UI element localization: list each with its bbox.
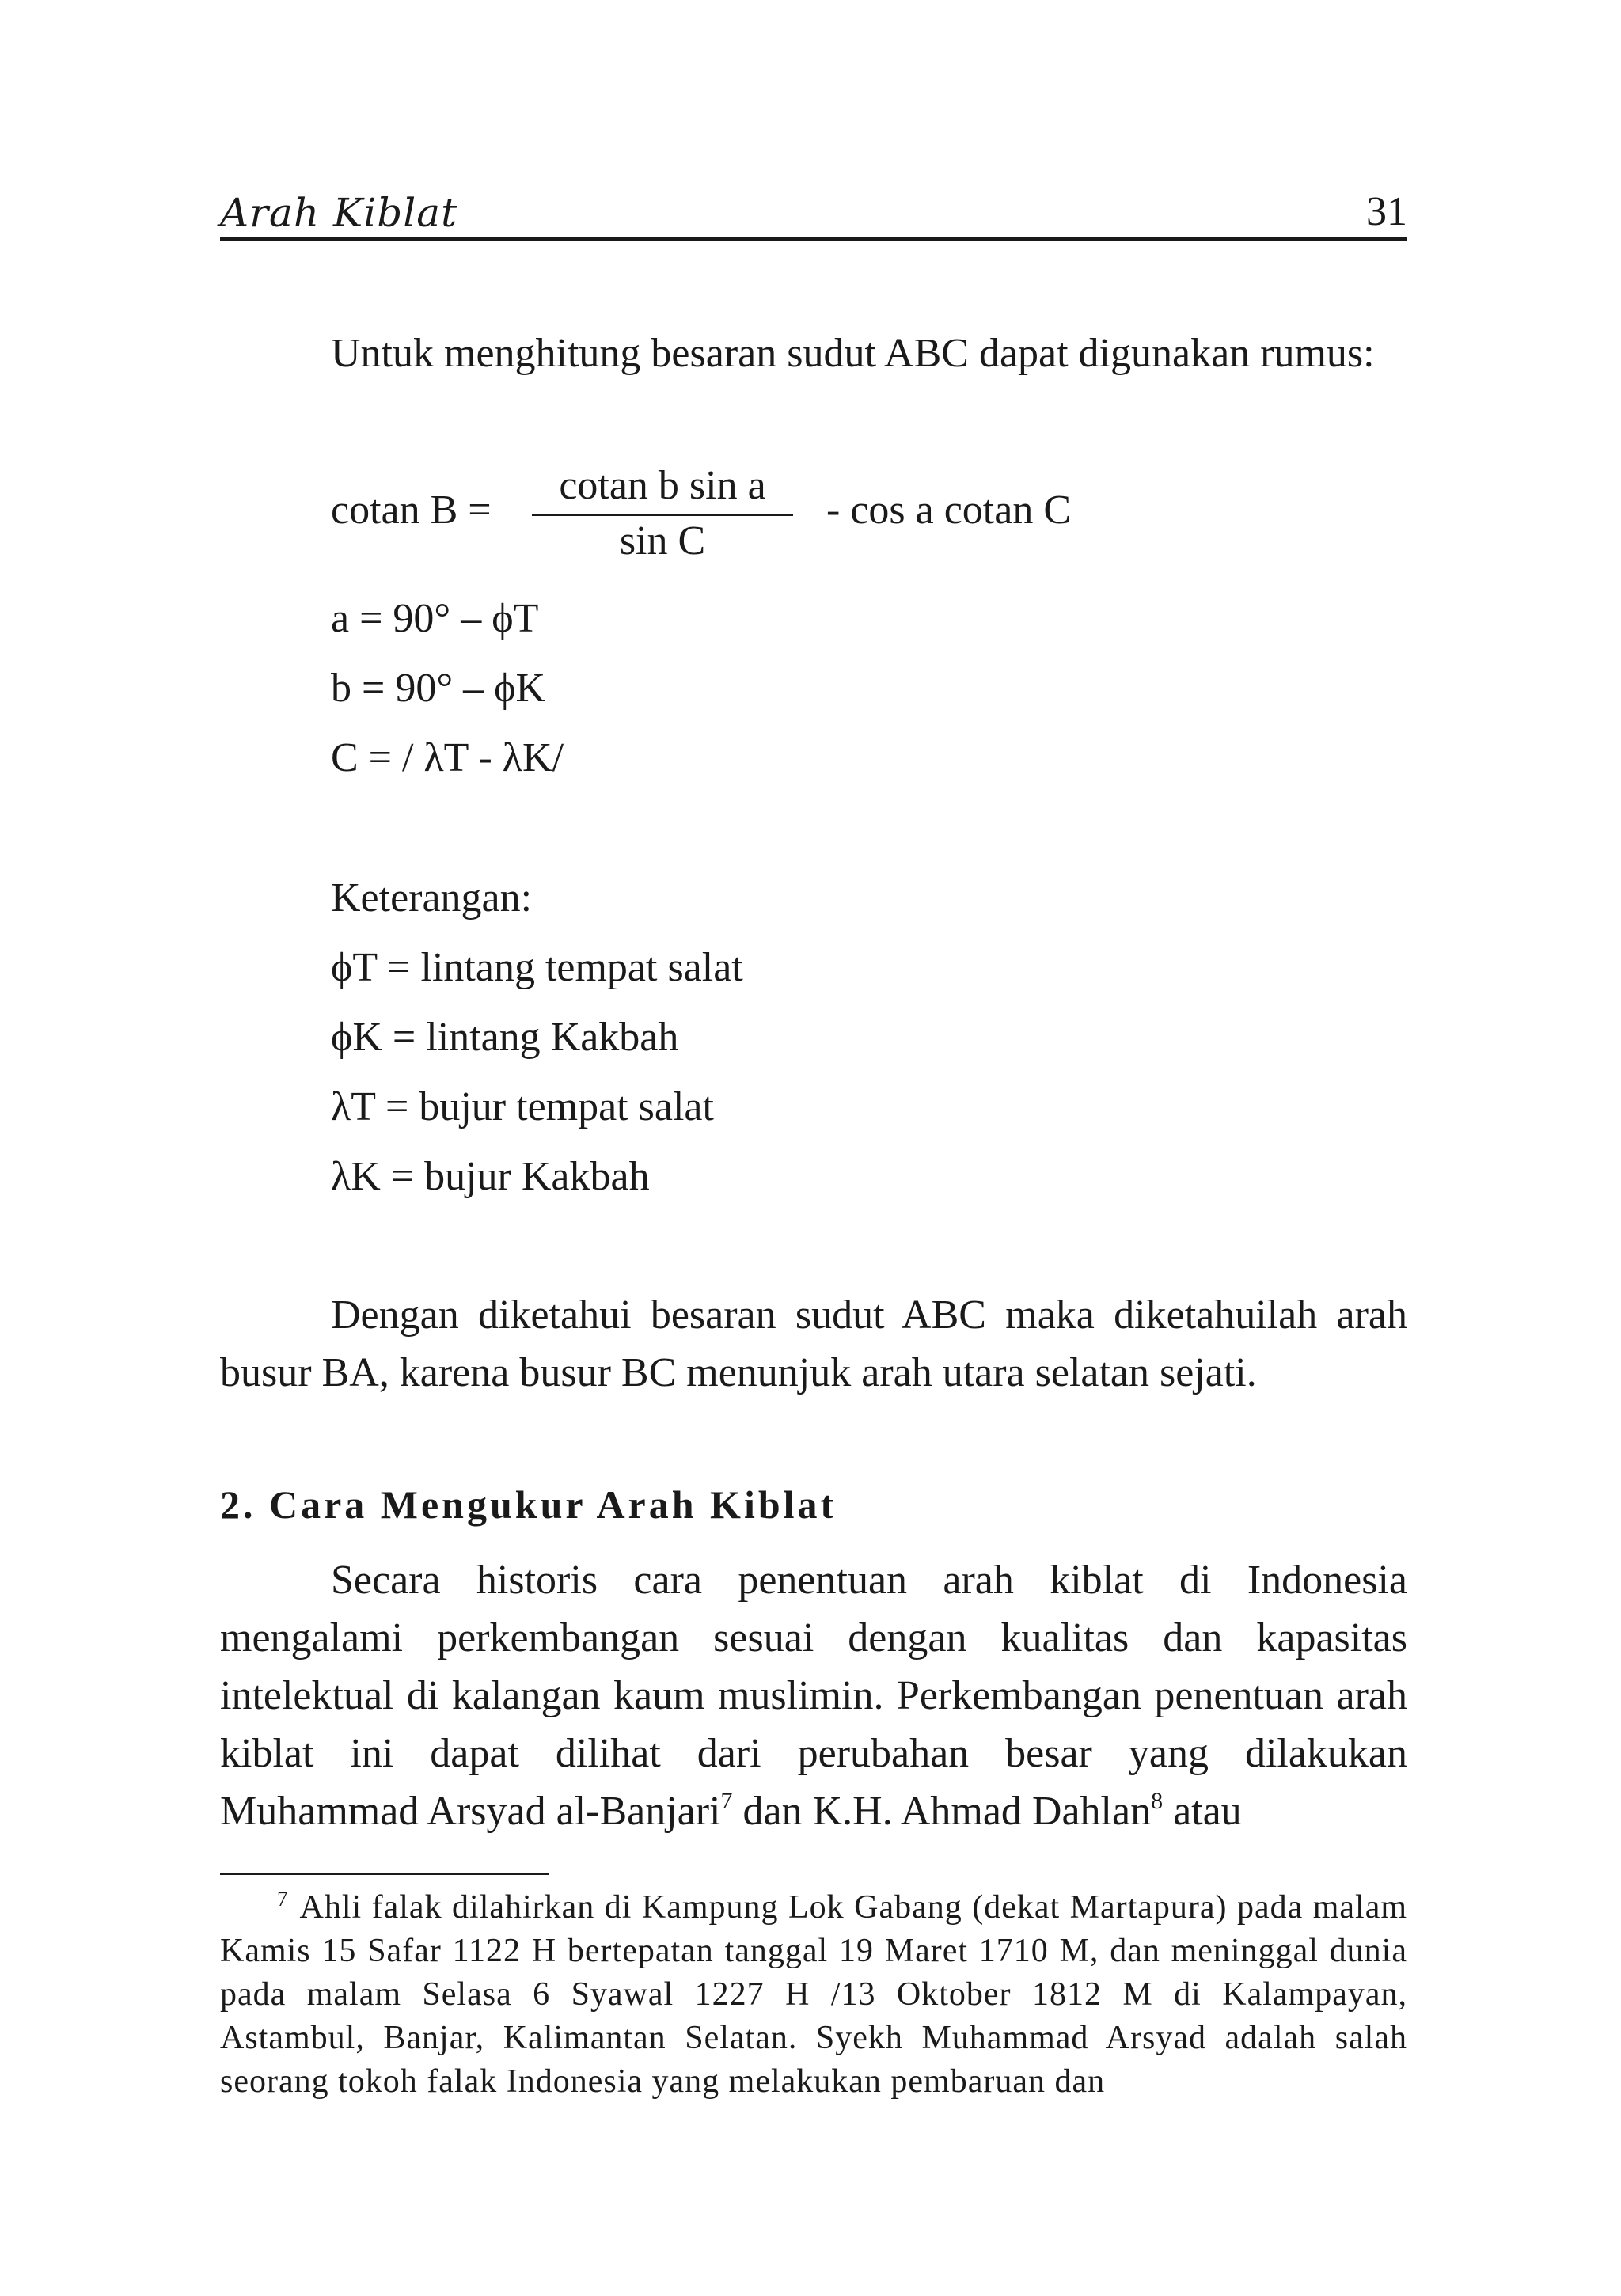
footnote-divider [220,1873,549,1875]
book-page [220,0,1407,2296]
section-text-part3: atau [1163,1789,1242,1834]
conclusion-paragraph: Dengan diketahui besaran sudut ABC maka diketahuilah arah busur BA, karena busur BC menunjuk arah utara selatan sejati. [220,1292,1407,1395]
legend-item: λK = bujur Kakbah [331,1154,650,1199]
formula-numerator: cotan b sin a [532,463,793,516]
legend-item: ϕT = lintang tempat salat [331,945,743,990]
legend-item: ϕK = lintang Kakbah [331,1015,679,1060]
legend-title: Keterangan: [331,875,533,920]
formula-tail: - cos a cotan C [826,488,1072,533]
footnote-text: Ahli falak dilahirkan di Kampung Lok Gabang (dekat Martapura) pada malam Kamis 15 Safar 1122 H bertepatan tanggal 19 Maret 1710 M, dan meninggal dunia pada malam Selasa 6 Syawal 1227 H /13 Oktober 1812 M di Kalampayan, Astambul, Banjar, Kalimantan Selatan. Syekh Muhammad Arsyad adalah salah seorang tokoh falak Indonesia yang melakukan pembaruan dan [220,1889,1407,2100]
intro-paragraph: Untuk menghitung besaran sudut ABC dapat digunakan rumus: [331,331,1375,376]
section-paragraph [220,1551,1407,1840]
running-header [220,187,1407,241]
formula-line-b: b = 90° – ϕK [331,666,546,711]
page-number: 31 [1366,189,1407,234]
section-text-part2: dan K.H. Ahmad Dahlan [732,1789,1152,1834]
running-title: Arah Kiblat [220,190,458,236]
footnote-mark: 7 [277,1887,289,1911]
formula-lhs: cotan B = [331,488,492,533]
formula-fraction [532,463,793,567]
legend-item: λT = bujur tempat salat [331,1084,714,1129]
formula-line-c: C = / λT - λK/ [331,735,564,780]
section-text-part1: Secara historis cara penentuan arah kiblat di Indonesia mengalami perkembangan sesuai dengan kualitas dan kapasitas intelektual di kalangan kaum muslimin. Perkembangan penentuan arah kiblat ini dapat dilihat dari perubahan besar yang dilakukan Muhammad Arsyad al-Banjari [220,1558,1407,1834]
formula-denominator: sin C [619,518,706,564]
footnote-ref-8[interactable]: 8 [1151,1788,1164,1814]
section-heading: 2. Cara Mengukur Arah Kiblat [220,1482,837,1527]
footnote-7 [220,1877,1407,2104]
footnote-ref-7[interactable]: 7 [720,1788,733,1814]
formula-line-a: a = 90° – ϕT [331,596,539,641]
